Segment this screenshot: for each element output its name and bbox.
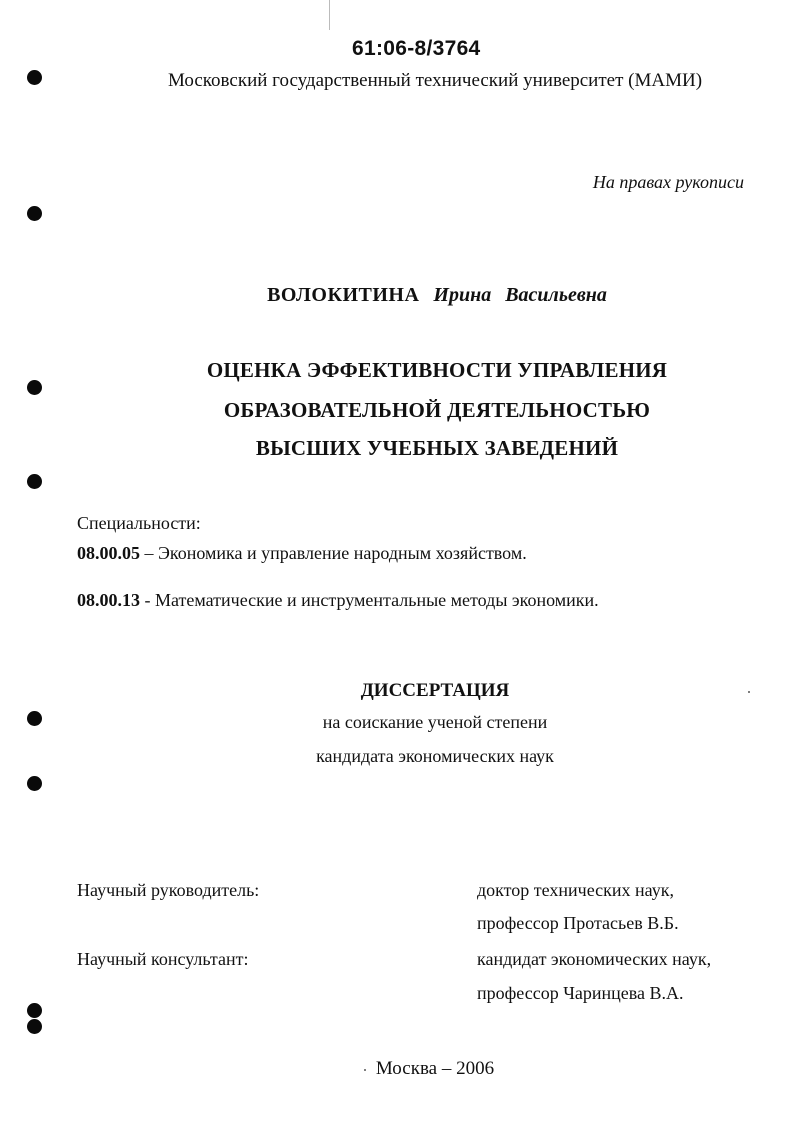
specialty-item (77, 543, 527, 564)
scan-line (329, 0, 330, 30)
author-patronymic: Васильевна (505, 284, 607, 306)
supervisor-name: профессор Протасьев В.Б. (477, 913, 679, 933)
punch-hole (27, 474, 42, 489)
specialty-code: 08.00.05 (77, 543, 140, 563)
university-name: Московский государственный технический университет (МАМИ) (167, 70, 703, 91)
punch-hole (27, 1019, 42, 1034)
author-surname: ВОЛОКИТИНА (267, 284, 420, 306)
punch-hole (27, 1003, 42, 1018)
degree-line-2: кандидата экономических наук (316, 746, 554, 766)
consultant-label: Научный консультант: (77, 949, 249, 969)
dissertation-heading: ДИССЕРТАЦИЯ (360, 680, 510, 701)
city-year: Москва – 2006 (375, 1058, 495, 1079)
thesis-title-line-3: ВЫСШИХ УЧЕБНЫХ ЗАВЕДЕНИЙ (255, 436, 619, 460)
specialty-text: – Экономика и управление народным хозяйством. (140, 543, 527, 563)
consultant-name: профессор Чаринцева В.А. (477, 983, 684, 1003)
punch-hole (27, 206, 42, 221)
specialty-text: - Математические и инструментальные методы экономики. (140, 590, 599, 610)
author-name (0, 284, 794, 307)
supervisor-degree: доктор технических наук, (477, 880, 674, 900)
specialty-code: 08.00.13 (77, 590, 140, 610)
supervisor-label: Научный руководитель: (77, 880, 260, 900)
thesis-title-line-2: ОБРАЗОВАТЕЛЬНОЙ ДЕЯТЕЛЬНОСТЬЮ (223, 398, 651, 422)
consultant-degree: кандидат экономических наук, (477, 949, 712, 969)
author-given-name: Ирина (433, 284, 492, 306)
manuscript-rights-note: На правах рукописи (592, 172, 744, 192)
thesis-title-line-1: ОЦЕНКА ЭФФЕКТИВНОСТИ УПРАВЛЕНИЯ (206, 358, 668, 382)
degree-line-1: на соискание ученой степени (322, 712, 548, 732)
punch-hole (27, 776, 42, 791)
archive-stamp-number: 61:06-8/3764 (352, 37, 481, 60)
specialty-item (77, 590, 599, 611)
specialties-label: Специальности: (77, 513, 201, 533)
